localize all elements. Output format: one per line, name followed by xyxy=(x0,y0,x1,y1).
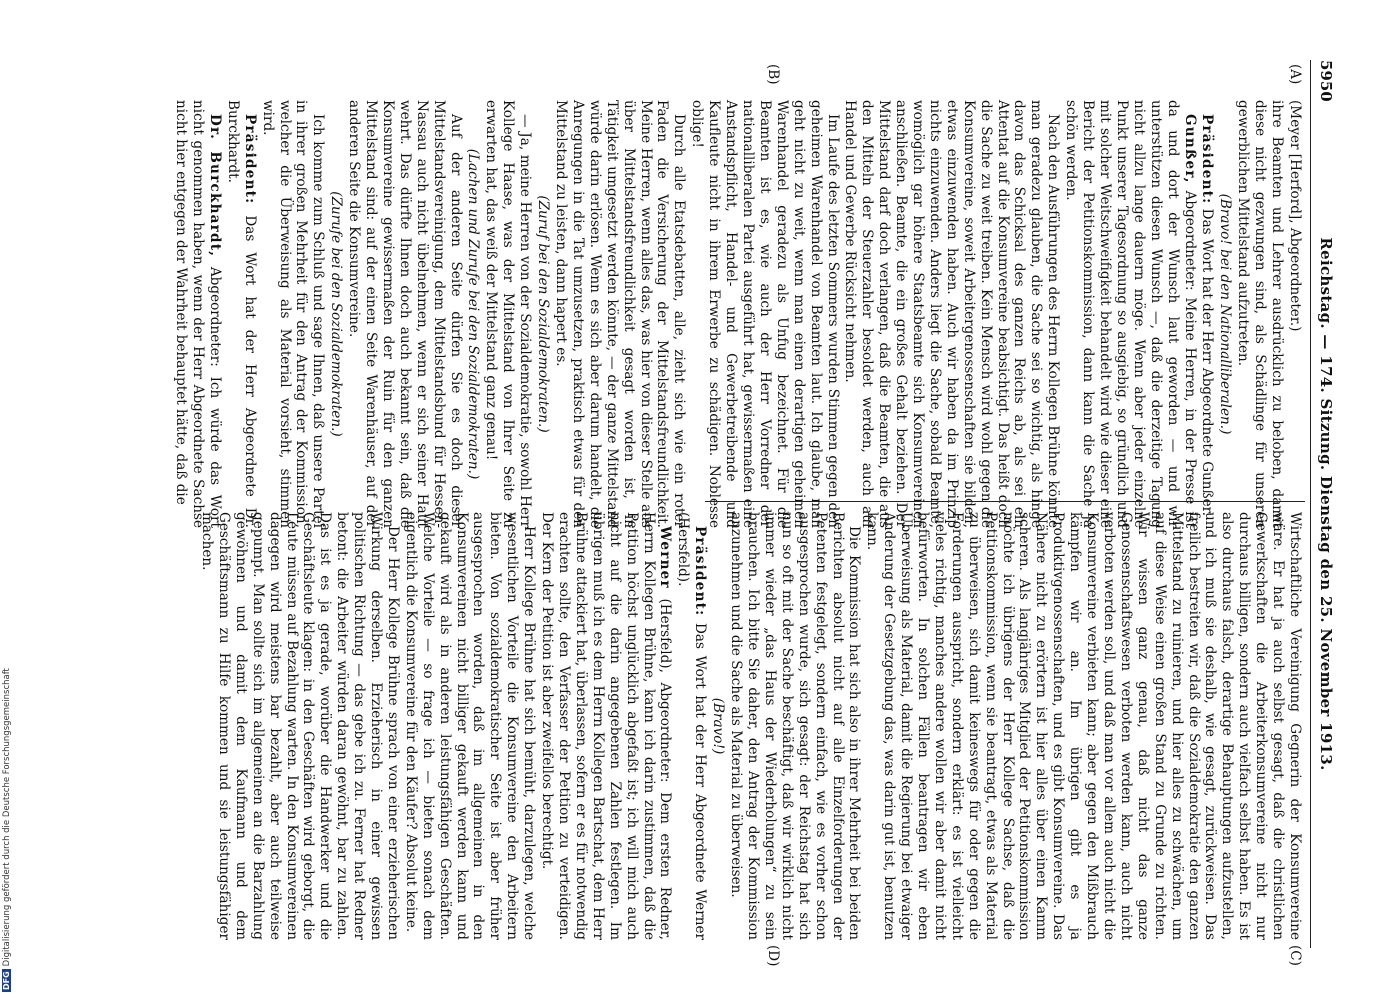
speech-text: (Hersfeld), Abgeordneter: Dem ersten Redner, Herrn Kollegen Brühne, kann ich darin zustimmen, daß die Petition höchst unglücklich abgefaßt ist; ich will mich auch nicht auf die darin angegebenen Zahlen festlegen. Im übrigen muß ich es dem Herrn Kollegen Bartschat, dem Herr Brühne attackiert hat, überlassen, sofern er es für notwendig erachten sollte, den Verfasser der Petition zu verteidigen. Der Kern der Petition ist aber zweifellos berechtigt. xyxy=(539,512,674,940)
text-paragraph: — Ja, meine Herren von der Sozialdemokratie, sowohl Herr Kollege Haase, was der Mittelstand von Ihrer Seite zu erwarten hat, das weiß der Mittelstand ganz genau! xyxy=(483,100,534,528)
speaker-name: Dr. Burckhardt, xyxy=(206,114,223,258)
speech-paragraph xyxy=(674,512,708,940)
speaker-name: Gunßer, xyxy=(1181,114,1198,184)
interjection: (Zuruf bei den Sozialdemokraten.) xyxy=(535,195,552,433)
text-paragraph: Wirtschaftliche Vereinigung Gegnerin der Konsumvereine wäre. Er hat ja auch selbst gesagt, daß die christlichen Gewerkschaften die Arbeiterkonsumvereine nicht nur durchaus billigen, sondern auch vielfach selbst haben. Es ist also durchaus falsch, derartige Behauptungen aufzustellen, und ich muß sie deshalb, wie gesagt, zurückweisen. Das freilich bestreiten wir, daß die Sozialdemokratie den ganzen Mittelstand zu ruinieren, und hier alles zu schwächen, um auf diese Weise einen großen Stand zu Grunde zu richten. Wir wissen ganz genau, daß nicht das ganze Genossenschaftswesen verboten werden kann, auch nicht verboten werden soll, und daß man vor allem auch nicht die Konsumvereine verbieten kann; aber gegen den Mißbrauch kämpfen wir an. Im übrigen gibt es ja Produktivgenossenschaften, und es gibt Konsumvereine. Das Nähere nicht zu erörtern ist hier alles über einen Kamm scheren. Als langjähriges Mitglied der Petitionskommission möchte ich übrigens der Herr Kollege Sachse, daß die Petitionskommission, wenn sie beantragt, etwas als Material zu überweisen, sich damit keineswegs für oder gegen die Forderungen ausspricht, sondern erklärt: es ist vielleicht vieles richtig, manches andere wollen wir aber damit nicht befürworten. In solchen Fällen beantragen wir eben Überweisung als Material, damit die Regierung bei etwaiger Änderung der Gesetzgebung das, was darin gut ist, benutzen kann. xyxy=(864,512,1303,940)
interjection: (Bravo! bei den Nationalliberalen.) xyxy=(1217,193,1234,435)
text-paragraph: Nach den Ausführungen des Herrn Kollegen Brühne könnte man geradezu glauben, die Sache sei so wichtig, als hinge davon das Schicksal des ganzen Reichs ab, als sei ein Attentat auf die Konsumvereine beabsichtigt. Das heißt doch die Sache zu weit treiben. Kein Mensch wird wohl gegen die Konsumvereine, soweit Arbeitergenossenschaften sie bilden, etwas einzuwenden haben. Auch wir haben da im Prinzip nichts einzuwenden. Anders liegt die Sache, sobald Beamte, womöglich gar höhere Staatsbeamte sich Konsumvereinen anschließen. Beamte, die ein großes Gehalt beziehen. Der Mittelstand darf doch verlangen, daß die Beamten, die aus den Mitteln der Steuerzahler besoldet werden, auch auf Handel und Gewerbe Rücksicht nehmen. xyxy=(842,100,1062,528)
speaker-name: Präsident: xyxy=(241,114,258,205)
speech-paragraph xyxy=(172,100,223,528)
speech-text: Abgeordneter: Ich würde das Wort nicht genommen haben, wenn der Herr Abgeordnete Sachse nicht hier entgegen der Wahrheit behauptet hätte, daß die xyxy=(173,100,223,528)
margin-mark-b: (B) xyxy=(765,64,781,85)
right-column xyxy=(197,512,1303,940)
text-paragraph: Herr Kollege Brühne hat sich bemüht, darzulegen, welche wesentlichen Vorteile die Konsumvereine den Arbeitern bieten. Von sozialdemokratischer Seite ist aber früher ausgesprochen worden, daß im allgemeinen in den Konsumvereinen nicht billiger gekauft werden kann und gekauft wird als in anderen leistungsfähigen Geschäften. Welche Vorteile — so frage ich — bieten sonach dem eigentlich die Konsumvereine für den Käufer? Absolut keine. xyxy=(402,512,538,940)
speaker-name: Präsident: xyxy=(692,526,709,617)
page-title: Reichstag. — 174. Sitzung. Dienstag den 25. November 1913. xyxy=(1317,237,1335,771)
dfg-logo: DFG xyxy=(2,971,11,990)
interjection: (Zurufe bei den Sozialdemokraten.) xyxy=(328,191,345,437)
interjection: (Bravo!) xyxy=(710,697,727,755)
margin-mark-a: (A) xyxy=(1287,64,1303,85)
speech-text: Abgeordneter: Meine Herren, in der Presse ist da und dort der Wunsch laut geworden — und wir unterstützen diesen Wunsch —, daß die derzeitige Tagung nicht allzu lange dauern möge. Wenn aber jeder einzelne Punkt unserer Tagesordnung so ausgiebig, so gründlich und mit solcher Weitschweifigkeit behandelt wird wie dieser eine Bericht der Petitionskommission, dann kann die Sache ja schön werden. xyxy=(1063,100,1198,528)
text-paragraph: Ich komme zum Schluß und sage Ihnen, daß unsere Partei in ihrer großen Mehrheit für den Antrag der Kommission, welcher die Überweisung als Material vorsieht, stimmen wird. xyxy=(259,100,327,528)
speech-text: Das Wort hat der Herr Abgeordnete Werner (Hersfeld). xyxy=(675,512,709,940)
digitization-note: Digitalisierung gefördert durch die Deutsche Forschungsgemeinschaft xyxy=(2,668,12,967)
speech-paragraph xyxy=(1199,100,1216,528)
speech-paragraph xyxy=(538,512,673,940)
page-header xyxy=(1310,60,1337,948)
text-paragraph: Die Kommission hat sich also in ihrer Mehrheit bei beiden Berichten absolut nicht auf alle Einzelforderungen der Petenten festgelegt, sondern einfach, wie es vorher schon ausgesprochen wurde, sich gesagt: der Reichstag hat sich nun so oft mit der Sache beschäftigt, daß wir wirklich nicht immer wieder „das Haus der Wiederholungen“ zu sein brauchen. Ich bitte Sie daher, den Antrag der Kommission anzunehmen und die Sache als Material zu überweisen. xyxy=(728,512,863,940)
speaker-name: Präsident: xyxy=(1199,114,1216,205)
speech-paragraph xyxy=(224,100,258,528)
left-column xyxy=(171,100,1303,528)
margin-mark-c: (C) xyxy=(1287,945,1303,966)
text-paragraph: Der Herr Kollege Brühne sprach von einer erzieherischen Wirkung derselben. Erzieherisch in einer gewissen politischen Richtung — das gebe ich zu. Ferner hat Redner betont: die Arbeiter würden daran gewöhnt, bar zu zahlen. Das ist es ja gerade, worüber die Handwerker und die Geschäftsleute klagen: in den Geschäften wird geborgt, die Leute müssen auf Bezahlung warten. In den Konsumvereinen dagegen wird meistens bar bezahlt, aber auch teilweise gepumpt. Man sollte sich im allgemeinen an die Barzahlung gewöhnen und damit dem Kaufmann und dem Geschäftsmann zu Hilfe kommen und sie leistungsfähiger machen. xyxy=(199,512,401,940)
text-paragraph: Auf der anderen Seite dürfen Sie es doch dieser Mittelstandsvereinigung, dem Mittelstandsbund für Hessen-Nassau auch nicht übelnehmen, wenn er sich seiner Haut wehrt. Das dürfte Ihnen doch auch bekannt sein, daß die Konsumvereine gewissermaßen der Ruin für den ganzen Mittelstand sind: auf der einen Seite Warenhäuser, auf der anderen Seite die Konsumvereine. xyxy=(346,100,464,528)
speaker-name: Werner xyxy=(657,526,674,589)
column-divider xyxy=(705,501,1305,502)
text-paragraph: Im Laufe des letzten Sommers wurden Stimmen gegen den geheimen Warenhandel von Beamten laut. Ich glaube, man geht nicht zu weit, wenn man einen derartigen geheimen Warenhandel geradezu als Unfug bezeichnet. Für die Beamten ist es, wie auch der Herr Vorredner der nationalliberalen Partei ausgeführt hat, gewissermaßen eine Anstandspflicht, Handel- und Gewerbetreibende und Kaufleute nicht in ihrem Erwerbe zu schädigen. Noblesse oblige! xyxy=(689,100,841,528)
margin-mark-d: (D) xyxy=(765,945,781,967)
page-number: 5950 xyxy=(1317,60,1335,102)
speech-paragraph xyxy=(1062,100,1197,528)
interjection: (Lachen und Zurufe bei den Sozialdemokraten.) xyxy=(465,148,482,480)
speech-text: Das Wort hat der Herr Abgeordnete Gunßer. xyxy=(1199,208,1216,517)
speech-text: Das Wort hat der Herr Abgeordnete Dr. Burckhardt. xyxy=(224,100,258,528)
text-paragraph: (Meyer [Herford], Abgeordneter.) xyxy=(1287,100,1303,332)
text-paragraph: ihre Beamten und Lehrer ausdrücklich zu beloben, damit diese nicht gezwungen sind, als Schädlinge für unseren gewerblichen Mittelstand aufzutreten. xyxy=(1235,100,1286,528)
text-paragraph: Durch alle Etatsdebatten, alle, zieht sich wie ein roter Faden die Versicherung der Mittelstandsfreundlichkeit. Meine Herren, wenn alles das, was hier von dieser Stelle aus über Mittelstandsfreundlichkeit gesagt worden ist, in Tätigkeit umgesetzt werden könnte, — der ganze Mittelstand würde darin erlösen. Wenn es sich aber darum handelt, die Anregungen in die Tat umzusetzen, praktisch etwas für den Mittelstand zu leisten, dann hapert es. xyxy=(553,100,688,528)
